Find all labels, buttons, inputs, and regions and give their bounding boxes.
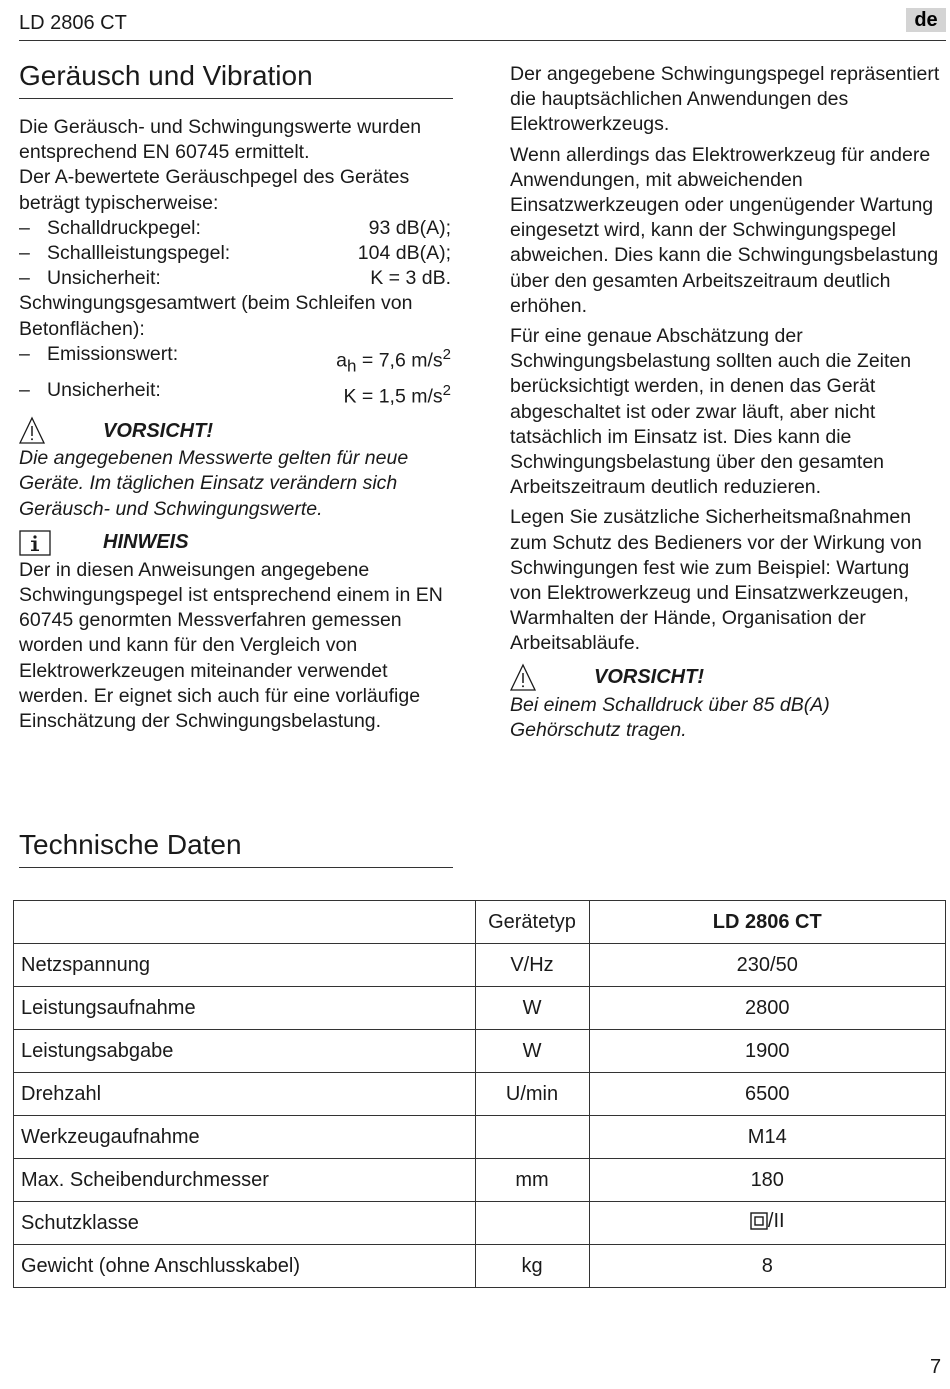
list-item: [19, 378, 451, 410]
table-cell-value: [589, 1202, 946, 1245]
list-item: [19, 216, 451, 241]
table-cell-value: 8: [589, 1245, 946, 1288]
uncertainty-label: Unsicherheit:: [47, 379, 161, 402]
table-cell-unit: [475, 1116, 589, 1159]
section-divider: [19, 867, 453, 868]
left-column: [19, 58, 451, 734]
table-cell-unit: V/Hz: [475, 944, 589, 987]
language-badge: de: [906, 8, 946, 32]
table-header-unit: Gerätetyp: [475, 901, 589, 944]
table-cell-value: 230/50: [589, 944, 946, 987]
table-cell-unit: mm: [475, 1159, 589, 1202]
table-cell-value: 2800: [589, 987, 946, 1030]
table-cell-value: M14: [589, 1116, 946, 1159]
info-icon: [19, 528, 59, 558]
aweighted-text: Der A-bewertete Geräuschpegel des Gerätes beträgt typischerweise:: [19, 166, 410, 214]
list-value: K = 3 dB.: [370, 267, 451, 290]
table-row: [14, 1030, 946, 1073]
list-item: [19, 241, 451, 266]
protection-class-value: /II: [767, 1210, 785, 1232]
right-column: [510, 62, 942, 743]
dash: –: [19, 379, 30, 402]
emission-superscript: 2: [442, 345, 451, 363]
paragraph: Für eine genaue Abschätzung der Schwingungsbelastung sollten auch die Zeiten berücksichtigt werden, in denen das Gerät abgeschaltet ist oder zwar läuft, aber nicht tatsächlich im Einsatz ist. Dies kann die Schwingungsbelastung über den gesamten Arbeitszeitraum deutlich reduzieren.: [510, 325, 912, 499]
table-cell-unit: W: [475, 1030, 589, 1073]
table-cell-label: Leistungsabgabe: [14, 1030, 476, 1073]
table-cell-label: Werkzeugaufnahme: [14, 1116, 476, 1159]
note-heading: [19, 528, 451, 558]
table-cell: [14, 901, 476, 944]
table-cell-unit: U/min: [475, 1073, 589, 1116]
uncertainty-value: [343, 378, 451, 410]
intro-text: Die Geräusch- und Schwingungswerte wurden entsprechend EN 60745 ermittelt.: [19, 116, 422, 164]
table-row: [14, 944, 946, 987]
emission-value: [336, 342, 451, 379]
header-divider: [19, 40, 946, 41]
table-cell-value: 6500: [589, 1073, 946, 1116]
table-row: [14, 1159, 946, 1202]
table-cell-label: Gewicht (ohne Anschlusskabel): [14, 1245, 476, 1288]
header-model: LD 2806 CT: [19, 12, 127, 34]
dash: –: [19, 267, 30, 290]
uncertainty-superscript: 2: [442, 382, 451, 400]
paragraph: Wenn allerdings das Elektrowerkzeug für andere Anwendungen, mit abweichenden Einsatzwerkzeugen oder ungenügender Wartung eingesetzt wird, kann der Schwingungspegel abweichen. Dies kann die Schwingungsbelastung über den gesamten Arbeitszeitraum deutlich erhöhen.: [510, 143, 939, 317]
caution-heading: [19, 416, 451, 446]
caution-text: Bei einem Schalldruck über 85 dB(A) Gehörschutz tragen.: [510, 693, 830, 741]
emission-label: Emissionswert:: [47, 342, 179, 365]
warning-triangle-icon: [510, 663, 550, 693]
table-header-row: [14, 901, 946, 944]
table-cell-unit: W: [475, 987, 589, 1030]
list-item: [19, 266, 451, 291]
table-cell-label: Max. Scheibendurchmesser: [14, 1159, 476, 1202]
table-cell-value: 180: [589, 1159, 946, 1202]
list-label: Schalldruckpegel:: [47, 216, 201, 239]
caution-text: Die angegebenen Messwerte gelten für neue Geräte. Im täglichen Einsatz verändern sich Geräusch- und Schwingungswerte.: [19, 447, 409, 520]
uncertainty-number: K = 1,5 m/s: [343, 385, 443, 408]
table-row: [14, 987, 946, 1030]
spec-table: [13, 900, 946, 1288]
emission-symbol: a: [336, 349, 348, 372]
dash: –: [19, 242, 30, 265]
paragraph: Der angegebene Schwingungspegel repräsentiert die hauptsächlichen Anwendungen des Elektrowerkzeugs.: [510, 63, 940, 136]
note-text: Der in diesen Anweisungen angegebene Schwingungspegel ist entsprechend einem in EN 60745 genormten Messverfahren gemessen worden und kann für den Vergleich von Elektrowerkzeugen miteinander verwendet werden. Er eignet sich auch für eine vorläufige Einschätzung der Schwingungsbelastung.: [19, 558, 443, 732]
warning-triangle-icon: [19, 416, 59, 446]
note-title: HINWEIS: [103, 531, 189, 554]
double-insulation-icon: [750, 1212, 768, 1236]
table-cell-label: Drehzahl: [14, 1073, 476, 1116]
table-row: [14, 1245, 946, 1288]
table-cell-value: 1900: [589, 1030, 946, 1073]
caution-title: VORSICHT!: [103, 419, 213, 442]
section-title-noise: Geräusch und Vibration: [19, 60, 313, 91]
caution-heading: [510, 663, 942, 693]
section-divider: [19, 98, 453, 99]
table-cell-label: Schutzklasse: [14, 1202, 476, 1245]
emission-number: = 7,6 m/s: [356, 349, 443, 372]
vibration-total-text: Schwingungsgesamtwert (beim Schleifen von Betonflächen):: [19, 292, 413, 340]
table-cell-label: Netzspannung: [14, 944, 476, 987]
section-title-tech: Technische Daten: [19, 829, 242, 860]
dash: –: [19, 342, 30, 365]
emission-subscript: h: [347, 356, 357, 376]
table-row: [14, 1073, 946, 1116]
list-value: 93 dB(A);: [368, 216, 451, 239]
page-number: 7: [930, 1356, 942, 1378]
table-cell-unit: [475, 1202, 589, 1245]
table-cell-label: Leistungsaufnahme: [14, 987, 476, 1030]
table-row: [14, 1202, 946, 1245]
list-item: [19, 342, 451, 379]
list-value: 104 dB(A);: [357, 242, 451, 265]
caution-title: VORSICHT!: [594, 666, 704, 689]
dash: –: [19, 216, 30, 239]
table-cell-unit: kg: [475, 1245, 589, 1288]
paragraph: Legen Sie zusätzliche Sicherheitsmaßnahmen zum Schutz des Bedieners vor der Wirkung von Schwingungen fest wie zum Beispiel: Wartung von Elektrowerkzeug und Einsatzwerkzeugen, Warmhalten der Hände, Organisation der Arbeitsabläufe.: [510, 506, 922, 655]
list-label: Schallleistungspegel:: [47, 242, 231, 265]
list-label: Unsicherheit:: [47, 267, 161, 290]
table-header-model: LD 2806 CT: [589, 901, 946, 944]
table-row: [14, 1116, 946, 1159]
